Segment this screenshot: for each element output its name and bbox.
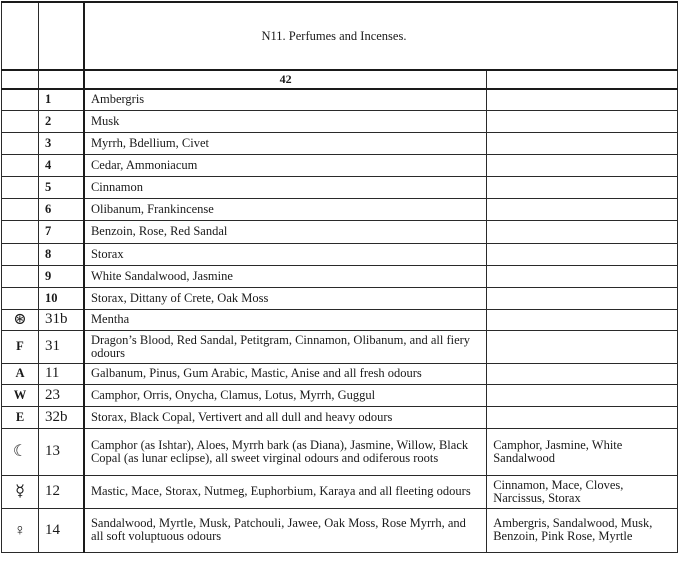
row-symbol: ☿	[2, 475, 39, 508]
row-extra: Camphor, Jasmine, White Sandalwood	[487, 428, 678, 475]
row-extra	[487, 406, 678, 428]
table-row	[2, 309, 678, 330]
row-symbol: A	[2, 363, 39, 384]
row-number: 14	[38, 508, 83, 552]
row-number: 32b	[38, 406, 83, 428]
row-number: 9	[38, 265, 83, 287]
row-symbol	[2, 110, 39, 132]
column-header: 42	[84, 70, 487, 89]
row-number: 7	[38, 220, 83, 243]
row-perfumes: Cinnamon	[84, 176, 487, 198]
row-number: 3	[38, 132, 83, 154]
row-perfumes: Sandalwood, Myrtle, Musk, Patchouli, Jawee, Oak Moss, Rose Myrrh, and all soft voluptuous odours	[84, 508, 487, 552]
row-extra	[487, 132, 678, 154]
row-symbol	[2, 287, 39, 309]
row-extra	[487, 110, 678, 132]
table-row	[2, 176, 678, 198]
row-perfumes: Benzoin, Rose, Red Sandal	[84, 220, 487, 243]
row-perfumes: Mastic, Mace, Storax, Nutmeg, Euphorbium, Karaya and all fleeting odours	[84, 475, 487, 508]
row-symbol	[2, 154, 39, 176]
row-number: 4	[38, 154, 83, 176]
row-number: 23	[38, 384, 83, 406]
row-symbol: F	[2, 330, 39, 363]
row-perfumes: Galbanum, Pinus, Gum Arabic, Mastic, Anise and all fresh odours	[84, 363, 487, 384]
row-symbol	[2, 132, 39, 154]
table-row	[2, 243, 678, 265]
table-row	[2, 363, 678, 384]
row-perfumes: Ambergris	[84, 89, 487, 110]
table-row	[2, 406, 678, 428]
row-symbol: ☾	[2, 428, 39, 475]
row-perfumes: Storax, Dittany of Crete, Oak Moss	[84, 287, 487, 309]
title-row-number-cell	[38, 2, 83, 70]
table-row	[2, 508, 678, 552]
row-perfumes: Storax, Black Copal, Vertivert and all dull and heavy odours	[84, 406, 487, 428]
row-extra	[487, 220, 678, 243]
row-extra	[487, 309, 678, 330]
table-row	[2, 220, 678, 243]
row-symbol	[2, 243, 39, 265]
table-row	[2, 154, 678, 176]
header-symbol-cell	[2, 70, 39, 89]
row-extra	[487, 384, 678, 406]
row-extra	[487, 89, 678, 110]
table-row	[2, 265, 678, 287]
row-number: 1	[38, 89, 83, 110]
row-number: 31	[38, 330, 83, 363]
row-symbol	[2, 220, 39, 243]
row-symbol: E	[2, 406, 39, 428]
row-number: 8	[38, 243, 83, 265]
table-row	[2, 110, 678, 132]
row-extra	[487, 198, 678, 220]
row-extra	[487, 330, 678, 363]
row-symbol: ♀	[2, 508, 39, 552]
table-row	[2, 198, 678, 220]
row-number: 2	[38, 110, 83, 132]
table-row	[2, 89, 678, 110]
row-perfumes: Camphor, Orris, Onycha, Clamus, Lotus, Myrrh, Guggul	[84, 384, 487, 406]
perfumes-table	[1, 1, 678, 553]
row-symbol	[2, 89, 39, 110]
row-extra: Cinnamon, Mace, Cloves, Narcissus, Storax	[487, 475, 678, 508]
table-body	[2, 2, 678, 552]
row-extra	[487, 243, 678, 265]
title-row-symbol-cell	[2, 2, 39, 70]
row-perfumes: Camphor (as Ishtar), Aloes, Myrrh bark (as Diana), Jasmine, Willow, Black Copal (as lunar eclipse), all sweet virginal odours and odiferous roots	[84, 428, 487, 475]
row-symbol: ⊛	[2, 309, 39, 330]
column-header-row	[2, 70, 678, 89]
table-row	[2, 475, 678, 508]
table-title: N11. Perfumes and Incenses.	[84, 2, 678, 70]
row-symbol	[2, 198, 39, 220]
header-extra-cell	[487, 70, 678, 89]
row-extra	[487, 154, 678, 176]
row-extra	[487, 176, 678, 198]
row-number: 31b	[38, 309, 83, 330]
row-perfumes: White Sandalwood, Jasmine	[84, 265, 487, 287]
row-perfumes: Musk	[84, 110, 487, 132]
table-row	[2, 132, 678, 154]
row-perfumes: Cedar, Ammoniacum	[84, 154, 487, 176]
row-number: 13	[38, 428, 83, 475]
row-symbol	[2, 176, 39, 198]
row-extra	[487, 265, 678, 287]
row-number: 10	[38, 287, 83, 309]
title-row	[2, 2, 678, 70]
row-number: 6	[38, 198, 83, 220]
row-extra: Ambergris, Sandalwood, Musk, Benzoin, Pink Rose, Myrtle	[487, 508, 678, 552]
row-perfumes: Mentha	[84, 309, 487, 330]
row-extra	[487, 287, 678, 309]
row-number: 11	[38, 363, 83, 384]
row-perfumes: Dragon’s Blood, Red Sandal, Petitgram, Cinnamon, Olibanum, and all fiery odours	[84, 330, 487, 363]
table-row	[2, 287, 678, 309]
table-row	[2, 330, 678, 363]
row-extra	[487, 363, 678, 384]
row-number: 12	[38, 475, 83, 508]
table-row	[2, 428, 678, 475]
row-perfumes: Myrrh, Bdellium, Civet	[84, 132, 487, 154]
row-perfumes: Olibanum, Frankincense	[84, 198, 487, 220]
row-symbol	[2, 265, 39, 287]
header-number-cell	[38, 70, 83, 89]
row-perfumes: Storax	[84, 243, 487, 265]
table-row	[2, 384, 678, 406]
row-number: 5	[38, 176, 83, 198]
row-symbol: W	[2, 384, 39, 406]
